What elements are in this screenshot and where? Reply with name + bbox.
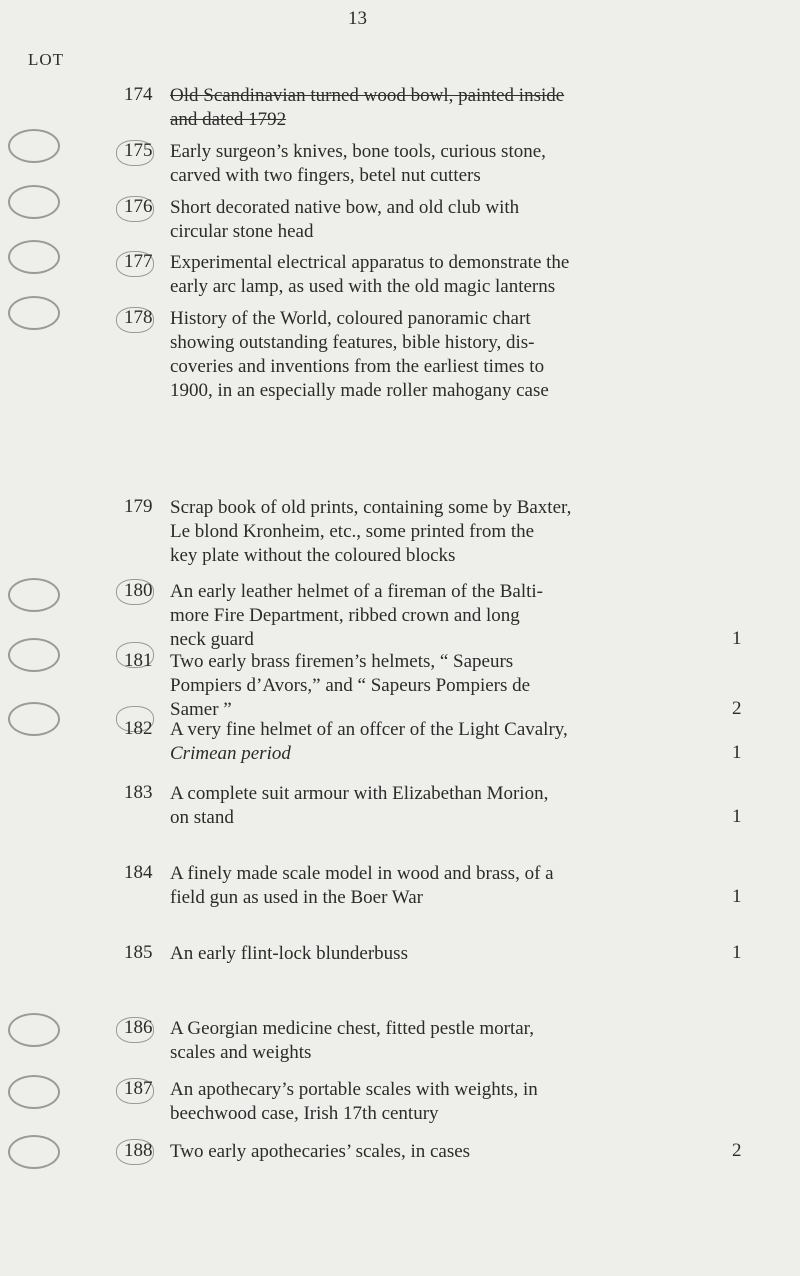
quantity: 1: [732, 628, 742, 649]
lot-number: 185: [124, 942, 153, 963]
lot-number: 178: [124, 307, 153, 328]
lot-description: An apothecary’s portable scales with weights, in beechwood case, Irish 17th century: [170, 1079, 538, 1124]
margin-annotation: [8, 185, 60, 219]
lot-number: 184: [124, 862, 153, 883]
lot-description: A very fine helmet of an offcer of the Light Cavalry, Crimean period: [170, 719, 568, 764]
quantity: 1: [732, 942, 742, 963]
lot-number: 174: [124, 84, 153, 105]
margin-annotation: [8, 1013, 60, 1047]
quantity: 2: [732, 698, 742, 719]
lot-number: 176: [124, 196, 153, 217]
lot-description: Early surgeon’s knives, bone tools, curious stone, carved with two fingers, betel nut cutters: [170, 141, 546, 186]
lot-number: 182: [124, 718, 153, 739]
lot-description: Experimental electrical apparatus to demonstrate the early arc lamp, as used with the old magic lanterns: [170, 252, 570, 297]
lot-description: An early flint-lock blunderbuss: [170, 943, 408, 964]
margin-annotation: [8, 578, 60, 612]
lot-number: 179: [124, 496, 153, 517]
lot-description: Old Scandinavian turned wood bowl, painted inside and dated 1792: [170, 85, 565, 130]
quantity: 1: [732, 806, 742, 827]
lot-description: A complete suit armour with Elizabethan Morion, on stand: [170, 783, 549, 828]
margin-annotation: [8, 1135, 60, 1169]
lot-description: Two early apothecaries’ scales, in cases: [170, 1141, 471, 1162]
lot-number: 188: [124, 1140, 153, 1161]
quantity: 1: [732, 742, 742, 763]
page-number: 13: [348, 8, 367, 29]
lot-number: 186: [124, 1017, 153, 1038]
margin-annotation: [8, 1075, 60, 1109]
lot-number: 181: [124, 650, 153, 671]
margin-annotation: [8, 702, 60, 736]
lot-description: Scrap book of old prints, containing some by Baxter, Le blond Kronheim, etc., some printed from the key plate without the coloured blocks: [170, 497, 572, 566]
margin-annotation: [8, 240, 60, 274]
lot-number: 187: [124, 1078, 153, 1099]
lot-column-heading: LOT: [28, 50, 65, 69]
lot-description: A finely made scale model in wood and brass, of a field gun as used in the Boer War: [170, 863, 554, 908]
margin-annotation: [8, 129, 60, 163]
quantity: 2: [732, 1140, 742, 1161]
quantity: 1: [732, 886, 742, 907]
lot-number: 180: [124, 580, 153, 601]
lot-description: An early leather helmet of a fireman of the Balti- more Fire Department, ribbed crown and long neck guard: [170, 581, 543, 650]
lot-description: Short decorated native bow, and old club with circular stone head: [170, 197, 520, 242]
lot-number: 175: [124, 140, 153, 161]
lot-description: History of the World, coloured panoramic chart showing outstanding features, bible history, dis- coveries and inventions from the earliest times to 1900, in an especially made roller mahogany case: [170, 308, 549, 401]
lot-description: A Georgian medicine chest, fitted pestle mortar, scales and weights: [170, 1018, 534, 1063]
margin-annotation: [8, 638, 60, 672]
lot-number: 183: [124, 782, 153, 803]
lot-description: Two early brass firemen’s helmets, “ Sapeurs Pompiers d’Avors,” and “ Sapeurs Pompiers de Samer ”: [170, 651, 531, 720]
lot-number: 177: [124, 251, 153, 272]
margin-annotation: [8, 296, 60, 330]
